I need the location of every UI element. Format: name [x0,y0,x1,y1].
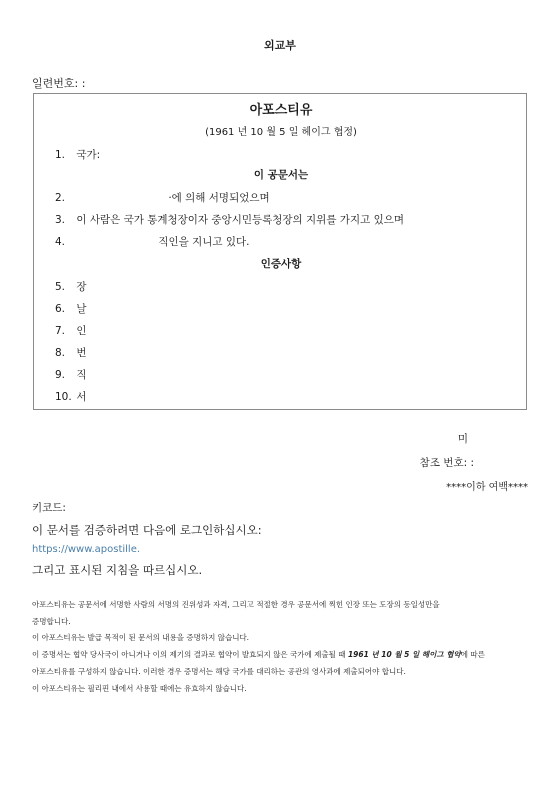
section-certified: 인증사항 [260,258,302,270]
item-date [55,301,87,316]
keycode-label: 키코드: [32,502,66,514]
item-place [55,279,87,294]
item-number-field [55,345,87,360]
item-number: 2. [55,192,66,204]
item-text: 번 [76,347,87,359]
blank-below-note: ****이하 여백**** [446,482,528,493]
mi-text: 미 [457,433,468,445]
item-capacity [55,212,404,227]
item-number: 4. [55,236,66,248]
item-text: 인 [76,325,87,337]
apostille-box [33,93,527,410]
convention-reference: 1961 년 10 월 5 일 헤이그 협약 [347,650,461,659]
item-number: 3. [55,214,66,226]
reference-number-label: 참조 번호: : [419,457,474,469]
note-line: 이 아포스티유는 필리핀 내에서 사용할 때에는 유효하지 않습니다. [32,684,247,693]
item-text: 직 [76,369,87,381]
item-country [55,147,100,162]
item-number: 8. [55,347,66,359]
item-number: 6. [55,303,66,315]
item-text: 날 [76,303,87,315]
item-stamp [55,367,87,382]
item-seal [55,234,250,249]
note-line: 아포스티유를 구성하지 않습니다. 이러한 경우 증명서는 해당 국가를 대리하는 공관의 영사과에 제출되어야 합니다. [32,667,406,676]
serial-number-label: 일련번호: : [32,77,86,90]
section-public-document: 이 공문서는 [253,169,309,181]
note-line: 증명합니다. [32,617,71,626]
note-line [32,649,485,660]
item-number: 7. [55,325,66,337]
item-text: 서 [76,391,87,403]
item-number: 1. [55,149,66,161]
item-text: 국가: [76,149,101,161]
note-text: 이 증명서는 협약 당사국이 아니거나 이의 제기의 결과로 협약이 발효되지 않은 국가에 제출될 때 [32,650,348,659]
item-by [55,323,87,338]
verify-link[interactable]: https://www.apostille. [32,544,141,555]
item-text: 장 [76,281,87,293]
note-line: 아포스티유는 공문서에 서명한 사람의 서명의 진위성과 자격, 그리고 적절한 경우 공문서에 찍힌 인장 또는 도장의 동일성만을 [32,600,440,609]
verify-instruction: 이 문서를 검증하려면 다음에 로그인하십시오: [32,523,262,537]
item-signed-by [55,190,270,205]
apostille-title: 아포스티유 [249,103,313,118]
item-number: 5. [55,281,66,293]
note-text: 에 따른 [460,650,485,659]
convention-subtitle: (1961 년 10 월 5 일 헤이그 협정) [205,127,357,138]
item-text: 이 사람은 국가 통계청장이자 중앙시민등록청장의 지위를 가지고 있으며 [76,214,404,226]
ministry-title: 외교부 [264,39,296,52]
item-text: ·에 의해 서명되었으며 [168,192,270,204]
follow-instruction: 그리고 표시된 지침을 따르십시오. [32,563,203,577]
item-text: 직인을 지니고 있다. [158,236,250,248]
item-signature [55,389,87,404]
item-number: 9. [55,369,66,381]
note-line: 이 아포스티유는 발급 목적이 된 문서의 내용을 증명하지 않습니다. [32,633,250,642]
item-number: 10. [55,391,72,403]
